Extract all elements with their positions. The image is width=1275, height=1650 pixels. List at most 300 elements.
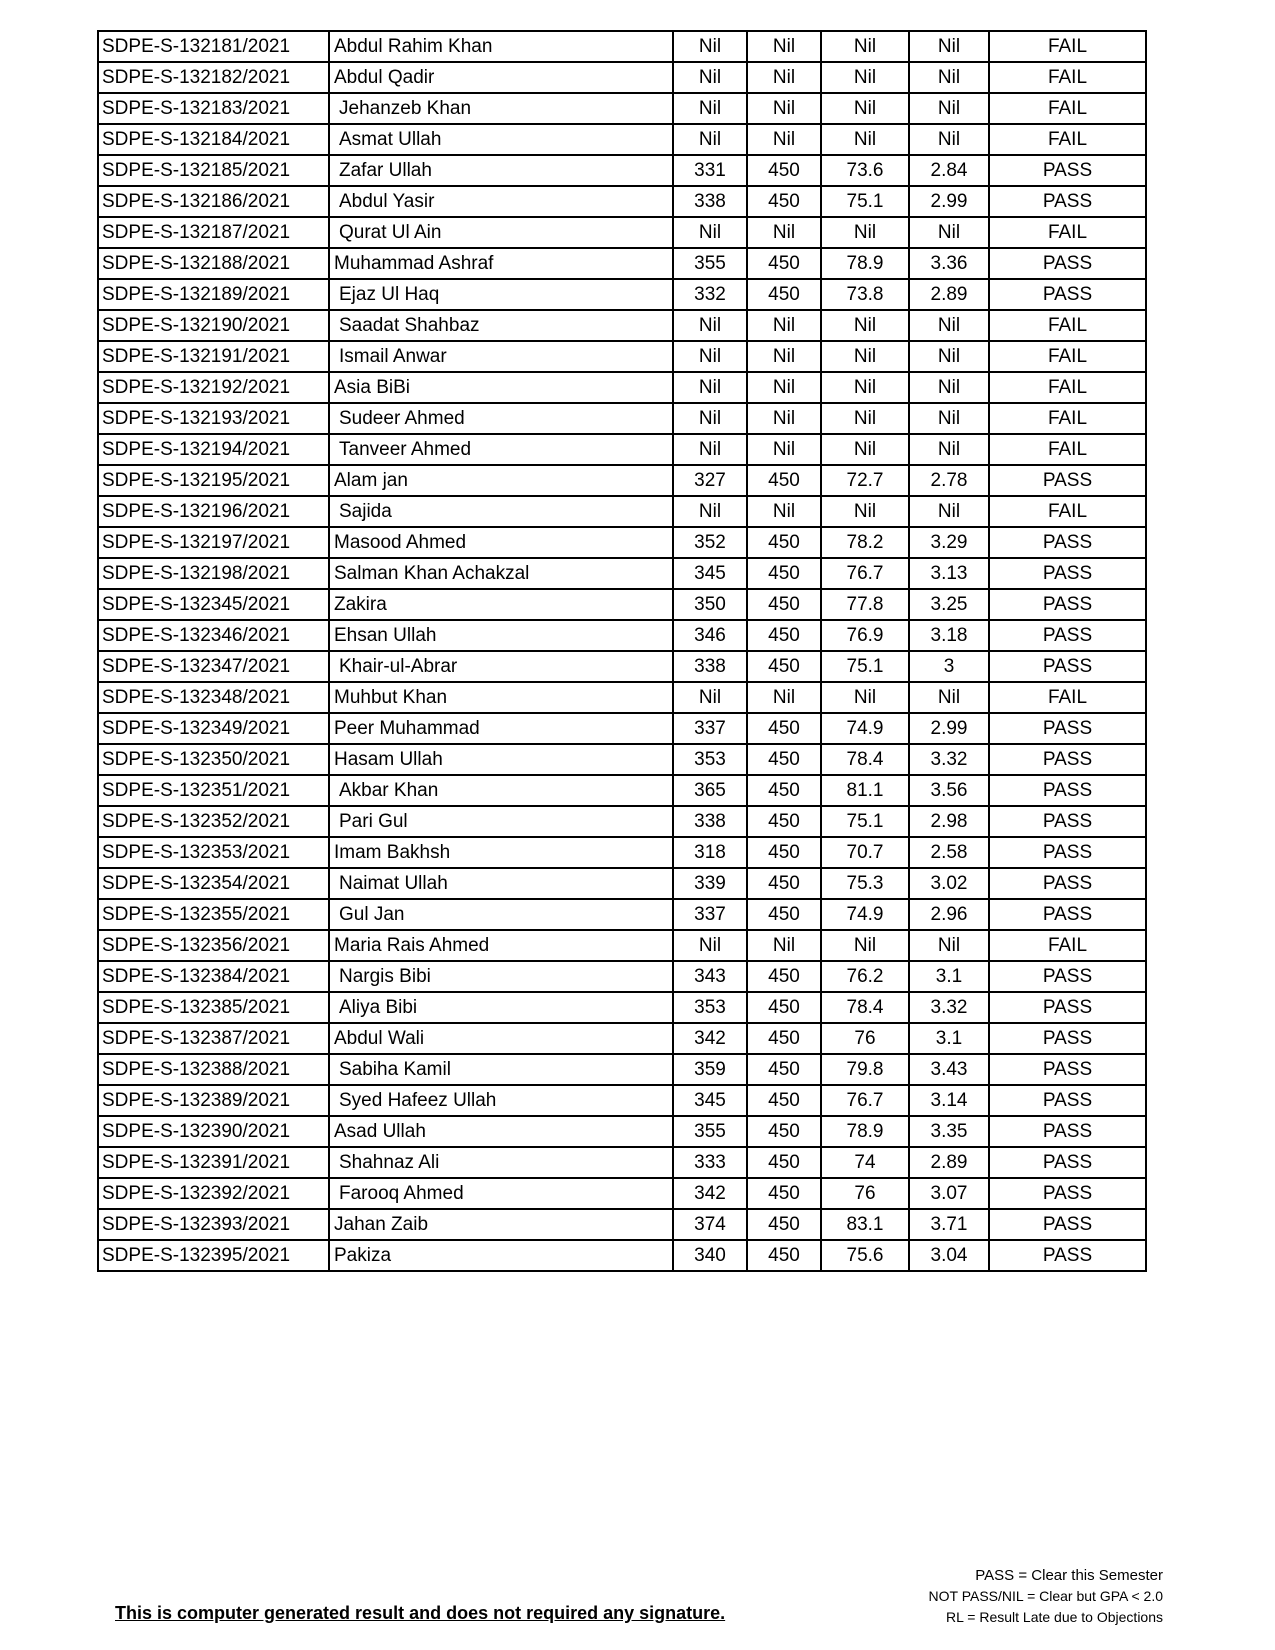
roll-number-cell: SDPE-S-132393/2021 <box>98 1209 329 1240</box>
result-status-cell: PASS <box>989 248 1146 279</box>
roll-number-cell: SDPE-S-132346/2021 <box>98 620 329 651</box>
total-marks-cell: 450 <box>747 1147 821 1178</box>
table-row <box>98 496 1146 527</box>
student-name-cell: Nargis Bibi <box>329 961 673 992</box>
total-marks-cell: Nil <box>747 62 821 93</box>
obtained-marks-cell: 332 <box>673 279 747 310</box>
percentage-cell: 78.2 <box>821 527 909 558</box>
student-name-cell: Jehanzeb Khan <box>329 93 673 124</box>
percentage-cell: 76.9 <box>821 620 909 651</box>
percentage-cell: 74 <box>821 1147 909 1178</box>
table-row <box>98 341 1146 372</box>
obtained-marks-cell: Nil <box>673 310 747 341</box>
roll-number-cell: SDPE-S-132384/2021 <box>98 961 329 992</box>
gpa-cell: 2.99 <box>909 713 989 744</box>
student-name-cell: Salman Khan Achakzal <box>329 558 673 589</box>
obtained-marks-cell: 337 <box>673 713 747 744</box>
result-status-cell: PASS <box>989 899 1146 930</box>
percentage-cell: Nil <box>821 310 909 341</box>
total-marks-cell: 450 <box>747 868 821 899</box>
roll-number-cell: SDPE-S-132348/2021 <box>98 682 329 713</box>
obtained-marks-cell: Nil <box>673 93 747 124</box>
percentage-cell: 79.8 <box>821 1054 909 1085</box>
obtained-marks-cell: Nil <box>673 434 747 465</box>
total-marks-cell: 450 <box>747 558 821 589</box>
table-row <box>98 434 1146 465</box>
gpa-cell: 3.1 <box>909 961 989 992</box>
roll-number-cell: SDPE-S-132182/2021 <box>98 62 329 93</box>
percentage-cell: 75.1 <box>821 186 909 217</box>
roll-number-cell: SDPE-S-132387/2021 <box>98 1023 329 1054</box>
student-name-cell: Farooq Ahmed <box>329 1178 673 1209</box>
percentage-cell: 72.7 <box>821 465 909 496</box>
gpa-cell: 3.32 <box>909 992 989 1023</box>
gpa-cell: Nil <box>909 930 989 961</box>
result-status-cell: FAIL <box>989 434 1146 465</box>
roll-number-cell: SDPE-S-132350/2021 <box>98 744 329 775</box>
roll-number-cell: SDPE-S-132197/2021 <box>98 527 329 558</box>
total-marks-cell: 450 <box>747 248 821 279</box>
table-row <box>98 1240 1146 1271</box>
obtained-marks-cell: 318 <box>673 837 747 868</box>
percentage-cell: Nil <box>821 930 909 961</box>
gpa-cell: 3.14 <box>909 1085 989 1116</box>
roll-number-cell: SDPE-S-132395/2021 <box>98 1240 329 1271</box>
roll-number-cell: SDPE-S-132388/2021 <box>98 1054 329 1085</box>
table-row <box>98 1085 1146 1116</box>
gpa-cell: Nil <box>909 310 989 341</box>
student-name-cell: Zafar Ullah <box>329 155 673 186</box>
table-row <box>98 186 1146 217</box>
roll-number-cell: SDPE-S-132188/2021 <box>98 248 329 279</box>
table-row <box>98 961 1146 992</box>
total-marks-cell: 450 <box>747 1023 821 1054</box>
obtained-marks-cell: 343 <box>673 961 747 992</box>
obtained-marks-cell: 359 <box>673 1054 747 1085</box>
roll-number-cell: SDPE-S-132195/2021 <box>98 465 329 496</box>
obtained-marks-cell: 346 <box>673 620 747 651</box>
total-marks-cell: Nil <box>747 930 821 961</box>
percentage-cell: 73.6 <box>821 155 909 186</box>
result-status-cell: PASS <box>989 1178 1146 1209</box>
legend-not-pass: NOT PASS/NIL = Clear but GPA < 2.0 <box>928 1588 1163 1604</box>
table-row <box>98 589 1146 620</box>
table-row <box>98 992 1146 1023</box>
roll-number-cell: SDPE-S-132347/2021 <box>98 651 329 682</box>
roll-number-cell: SDPE-S-132198/2021 <box>98 558 329 589</box>
total-marks-cell: Nil <box>747 496 821 527</box>
student-name-cell: Muhammad Ashraf <box>329 248 673 279</box>
total-marks-cell: 450 <box>747 465 821 496</box>
obtained-marks-cell: 342 <box>673 1178 747 1209</box>
percentage-cell: 75.3 <box>821 868 909 899</box>
obtained-marks-cell: Nil <box>673 682 747 713</box>
roll-number-cell: SDPE-S-132185/2021 <box>98 155 329 186</box>
percentage-cell: 78.4 <box>821 744 909 775</box>
obtained-marks-cell: 338 <box>673 651 747 682</box>
obtained-marks-cell: 350 <box>673 589 747 620</box>
total-marks-cell: 450 <box>747 992 821 1023</box>
total-marks-cell: 450 <box>747 744 821 775</box>
total-marks-cell: 450 <box>747 775 821 806</box>
gpa-cell: 2.89 <box>909 1147 989 1178</box>
percentage-cell: 75.1 <box>821 651 909 682</box>
obtained-marks-cell: Nil <box>673 403 747 434</box>
result-status-cell: PASS <box>989 186 1146 217</box>
result-status-cell: PASS <box>989 992 1146 1023</box>
percentage-cell: 76.7 <box>821 558 909 589</box>
table-row <box>98 651 1146 682</box>
gpa-cell: Nil <box>909 93 989 124</box>
total-marks-cell: 450 <box>747 589 821 620</box>
roll-number-cell: SDPE-S-132187/2021 <box>98 217 329 248</box>
student-name-cell: Peer Muhammad <box>329 713 673 744</box>
total-marks-cell: Nil <box>747 93 821 124</box>
table-row <box>98 744 1146 775</box>
percentage-cell: 76.2 <box>821 961 909 992</box>
obtained-marks-cell: 338 <box>673 806 747 837</box>
gpa-cell: 3 <box>909 651 989 682</box>
obtained-marks-cell: 339 <box>673 868 747 899</box>
percentage-cell: Nil <box>821 341 909 372</box>
result-status-cell: PASS <box>989 651 1146 682</box>
student-name-cell: Zakira <box>329 589 673 620</box>
student-name-cell: Saadat Shahbaz <box>329 310 673 341</box>
percentage-cell: 70.7 <box>821 837 909 868</box>
result-status-cell: PASS <box>989 806 1146 837</box>
total-marks-cell: Nil <box>747 31 821 62</box>
roll-number-cell: SDPE-S-132194/2021 <box>98 434 329 465</box>
result-status-cell: FAIL <box>989 496 1146 527</box>
total-marks-cell: 450 <box>747 1178 821 1209</box>
result-status-cell: PASS <box>989 1147 1146 1178</box>
student-name-cell: Khair-ul-Abrar <box>329 651 673 682</box>
student-name-cell: Akbar Khan <box>329 775 673 806</box>
result-status-cell: FAIL <box>989 31 1146 62</box>
result-status-cell: PASS <box>989 465 1146 496</box>
obtained-marks-cell: 338 <box>673 186 747 217</box>
roll-number-cell: SDPE-S-132192/2021 <box>98 372 329 403</box>
gpa-cell: 2.58 <box>909 837 989 868</box>
table-row <box>98 403 1146 434</box>
table-row <box>98 465 1146 496</box>
table-row <box>98 1054 1146 1085</box>
percentage-cell: Nil <box>821 496 909 527</box>
result-status-cell: FAIL <box>989 62 1146 93</box>
roll-number-cell: SDPE-S-132352/2021 <box>98 806 329 837</box>
table-row <box>98 217 1146 248</box>
gpa-cell: Nil <box>909 62 989 93</box>
result-status-cell: PASS <box>989 1240 1146 1271</box>
total-marks-cell: Nil <box>747 372 821 403</box>
percentage-cell: 78.9 <box>821 1116 909 1147</box>
percentage-cell: 73.8 <box>821 279 909 310</box>
obtained-marks-cell: Nil <box>673 217 747 248</box>
gpa-cell: 3.1 <box>909 1023 989 1054</box>
obtained-marks-cell: 342 <box>673 1023 747 1054</box>
table-row <box>98 62 1146 93</box>
obtained-marks-cell: 327 <box>673 465 747 496</box>
total-marks-cell: 450 <box>747 1240 821 1271</box>
student-name-cell: Asmat Ullah <box>329 124 673 155</box>
result-status-cell: PASS <box>989 1054 1146 1085</box>
gpa-cell: 3.13 <box>909 558 989 589</box>
obtained-marks-cell: 333 <box>673 1147 747 1178</box>
result-status-cell: PASS <box>989 744 1146 775</box>
table-row <box>98 279 1146 310</box>
student-name-cell: Sudeer Ahmed <box>329 403 673 434</box>
gpa-cell: 3.43 <box>909 1054 989 1085</box>
table-row <box>98 775 1146 806</box>
gpa-cell: 2.84 <box>909 155 989 186</box>
gpa-cell: Nil <box>909 124 989 155</box>
student-name-cell: Hasam Ullah <box>329 744 673 775</box>
student-name-cell: Sajida <box>329 496 673 527</box>
student-name-cell: Shahnaz Ali <box>329 1147 673 1178</box>
percentage-cell: Nil <box>821 217 909 248</box>
table-row <box>98 1209 1146 1240</box>
table-row <box>98 248 1146 279</box>
roll-number-cell: SDPE-S-132349/2021 <box>98 713 329 744</box>
percentage-cell: 76 <box>821 1023 909 1054</box>
obtained-marks-cell: 355 <box>673 248 747 279</box>
roll-number-cell: SDPE-S-132355/2021 <box>98 899 329 930</box>
gpa-cell: Nil <box>909 682 989 713</box>
table-row <box>98 1023 1146 1054</box>
percentage-cell: Nil <box>821 93 909 124</box>
gpa-cell: 2.99 <box>909 186 989 217</box>
roll-number-cell: SDPE-S-132189/2021 <box>98 279 329 310</box>
percentage-cell: 76 <box>821 1178 909 1209</box>
table-row <box>98 620 1146 651</box>
student-name-cell: Jahan Zaib <box>329 1209 673 1240</box>
roll-number-cell: SDPE-S-132385/2021 <box>98 992 329 1023</box>
percentage-cell: Nil <box>821 31 909 62</box>
table-row <box>98 899 1146 930</box>
roll-number-cell: SDPE-S-132392/2021 <box>98 1178 329 1209</box>
legend-pass: PASS = Clear this Semester <box>975 1567 1163 1584</box>
student-name-cell: Maria Rais Ahmed <box>329 930 673 961</box>
result-status-cell: PASS <box>989 558 1146 589</box>
student-name-cell: Abdul Yasir <box>329 186 673 217</box>
percentage-cell: Nil <box>821 434 909 465</box>
gpa-cell: 2.98 <box>909 806 989 837</box>
result-status-cell: FAIL <box>989 682 1146 713</box>
legend-rl: RL = Result Late due to Objections <box>946 1609 1163 1625</box>
roll-number-cell: SDPE-S-132186/2021 <box>98 186 329 217</box>
percentage-cell: 76.7 <box>821 1085 909 1116</box>
obtained-marks-cell: Nil <box>673 124 747 155</box>
table-row <box>98 1147 1146 1178</box>
gpa-cell: 3.18 <box>909 620 989 651</box>
total-marks-cell: 450 <box>747 806 821 837</box>
table-row <box>98 682 1146 713</box>
table-row <box>98 713 1146 744</box>
gpa-cell: Nil <box>909 403 989 434</box>
total-marks-cell: Nil <box>747 341 821 372</box>
result-status-cell: PASS <box>989 868 1146 899</box>
roll-number-cell: SDPE-S-132353/2021 <box>98 837 329 868</box>
result-status-cell: FAIL <box>989 341 1146 372</box>
total-marks-cell: 450 <box>747 713 821 744</box>
student-name-cell: Aliya Bibi <box>329 992 673 1023</box>
roll-number-cell: SDPE-S-132181/2021 <box>98 31 329 62</box>
gpa-cell: Nil <box>909 217 989 248</box>
gpa-cell: Nil <box>909 496 989 527</box>
table-row <box>98 31 1146 62</box>
table-row <box>98 310 1146 341</box>
result-status-cell: PASS <box>989 961 1146 992</box>
percentage-cell: 78.4 <box>821 992 909 1023</box>
result-status-cell: PASS <box>989 527 1146 558</box>
percentage-cell: Nil <box>821 403 909 434</box>
total-marks-cell: 450 <box>747 155 821 186</box>
student-name-cell: Gul Jan <box>329 899 673 930</box>
student-name-cell: Ismail Anwar <box>329 341 673 372</box>
gpa-cell: 3.32 <box>909 744 989 775</box>
total-marks-cell: Nil <box>747 124 821 155</box>
total-marks-cell: Nil <box>747 434 821 465</box>
result-status-cell: PASS <box>989 1085 1146 1116</box>
roll-number-cell: SDPE-S-132389/2021 <box>98 1085 329 1116</box>
gpa-cell: 3.07 <box>909 1178 989 1209</box>
result-status-cell: PASS <box>989 155 1146 186</box>
percentage-cell: 75.6 <box>821 1240 909 1271</box>
result-status-cell: PASS <box>989 589 1146 620</box>
result-table-body <box>98 31 1146 1271</box>
total-marks-cell: 450 <box>747 1054 821 1085</box>
table-row <box>98 372 1146 403</box>
gpa-cell: 2.89 <box>909 279 989 310</box>
result-status-cell: PASS <box>989 279 1146 310</box>
student-name-cell: Abdul Qadir <box>329 62 673 93</box>
result-legend <box>929 1565 1163 1628</box>
student-name-cell: Tanveer Ahmed <box>329 434 673 465</box>
percentage-cell: Nil <box>821 372 909 403</box>
total-marks-cell: 450 <box>747 1085 821 1116</box>
roll-number-cell: SDPE-S-132351/2021 <box>98 775 329 806</box>
result-status-cell: PASS <box>989 1209 1146 1240</box>
student-name-cell: Syed Hafeez Ullah <box>329 1085 673 1116</box>
table-row <box>98 837 1146 868</box>
student-name-cell: Asad Ullah <box>329 1116 673 1147</box>
table-row <box>98 527 1146 558</box>
total-marks-cell: 450 <box>747 527 821 558</box>
total-marks-cell: 450 <box>747 279 821 310</box>
obtained-marks-cell: Nil <box>673 31 747 62</box>
result-status-cell: FAIL <box>989 310 1146 341</box>
obtained-marks-cell: 353 <box>673 744 747 775</box>
roll-number-cell: SDPE-S-132184/2021 <box>98 124 329 155</box>
computer-generated-note: This is computer generated result and does not required any signature. <box>115 1603 726 1623</box>
gpa-cell: Nil <box>909 372 989 403</box>
roll-number-cell: SDPE-S-132354/2021 <box>98 868 329 899</box>
obtained-marks-cell: 374 <box>673 1209 747 1240</box>
result-status-cell: FAIL <box>989 372 1146 403</box>
result-status-cell: PASS <box>989 620 1146 651</box>
total-marks-cell: Nil <box>747 403 821 434</box>
total-marks-cell: Nil <box>747 217 821 248</box>
student-name-cell: Sabiha Kamil <box>329 1054 673 1085</box>
percentage-cell: 83.1 <box>821 1209 909 1240</box>
obtained-marks-cell: 345 <box>673 1085 747 1116</box>
result-status-cell: FAIL <box>989 124 1146 155</box>
total-marks-cell: 450 <box>747 620 821 651</box>
result-status-cell: PASS <box>989 713 1146 744</box>
obtained-marks-cell: Nil <box>673 372 747 403</box>
student-name-cell: Muhbut Khan <box>329 682 673 713</box>
gpa-cell: 3.56 <box>909 775 989 806</box>
student-name-cell: Imam Bakhsh <box>329 837 673 868</box>
roll-number-cell: SDPE-S-132390/2021 <box>98 1116 329 1147</box>
student-name-cell: Masood Ahmed <box>329 527 673 558</box>
percentage-cell: 77.8 <box>821 589 909 620</box>
table-row <box>98 558 1146 589</box>
gpa-cell: Nil <box>909 341 989 372</box>
obtained-marks-cell: 353 <box>673 992 747 1023</box>
table-row <box>98 1178 1146 1209</box>
percentage-cell: 78.9 <box>821 248 909 279</box>
obtained-marks-cell: 331 <box>673 155 747 186</box>
gpa-cell: 2.78 <box>909 465 989 496</box>
student-name-cell: Pakiza <box>329 1240 673 1271</box>
student-name-cell: Qurat Ul Ain <box>329 217 673 248</box>
obtained-marks-cell: 337 <box>673 899 747 930</box>
roll-number-cell: SDPE-S-132356/2021 <box>98 930 329 961</box>
roll-number-cell: SDPE-S-132190/2021 <box>98 310 329 341</box>
total-marks-cell: 450 <box>747 1209 821 1240</box>
gpa-cell: 3.36 <box>909 248 989 279</box>
total-marks-cell: Nil <box>747 310 821 341</box>
percentage-cell: 74.9 <box>821 713 909 744</box>
obtained-marks-cell: 340 <box>673 1240 747 1271</box>
gpa-cell: 3.35 <box>909 1116 989 1147</box>
percentage-cell: Nil <box>821 62 909 93</box>
obtained-marks-cell: Nil <box>673 341 747 372</box>
percentage-cell: Nil <box>821 124 909 155</box>
roll-number-cell: SDPE-S-132345/2021 <box>98 589 329 620</box>
percentage-cell: 81.1 <box>821 775 909 806</box>
result-status-cell: PASS <box>989 1116 1146 1147</box>
result-status-cell: PASS <box>989 1023 1146 1054</box>
student-name-cell: Ehsan Ullah <box>329 620 673 651</box>
student-name-cell: Pari Gul <box>329 806 673 837</box>
roll-number-cell: SDPE-S-132193/2021 <box>98 403 329 434</box>
gpa-cell: 3.02 <box>909 868 989 899</box>
student-name-cell: Abdul Wali <box>329 1023 673 1054</box>
student-name-cell: Abdul Rahim Khan <box>329 31 673 62</box>
table-row <box>98 93 1146 124</box>
table-row <box>98 155 1146 186</box>
total-marks-cell: 450 <box>747 1116 821 1147</box>
obtained-marks-cell: 355 <box>673 1116 747 1147</box>
student-name-cell: Asia BiBi <box>329 372 673 403</box>
obtained-marks-cell: Nil <box>673 62 747 93</box>
student-name-cell: Ejaz Ul Haq <box>329 279 673 310</box>
result-status-cell: FAIL <box>989 403 1146 434</box>
gpa-cell: 3.29 <box>909 527 989 558</box>
obtained-marks-cell: 352 <box>673 527 747 558</box>
gpa-cell: 3.04 <box>909 1240 989 1271</box>
roll-number-cell: SDPE-S-132391/2021 <box>98 1147 329 1178</box>
table-row <box>98 1116 1146 1147</box>
roll-number-cell: SDPE-S-132191/2021 <box>98 341 329 372</box>
obtained-marks-cell: 345 <box>673 558 747 589</box>
result-status-cell: PASS <box>989 837 1146 868</box>
total-marks-cell: 450 <box>747 961 821 992</box>
table-row <box>98 124 1146 155</box>
roll-number-cell: SDPE-S-132183/2021 <box>98 93 329 124</box>
